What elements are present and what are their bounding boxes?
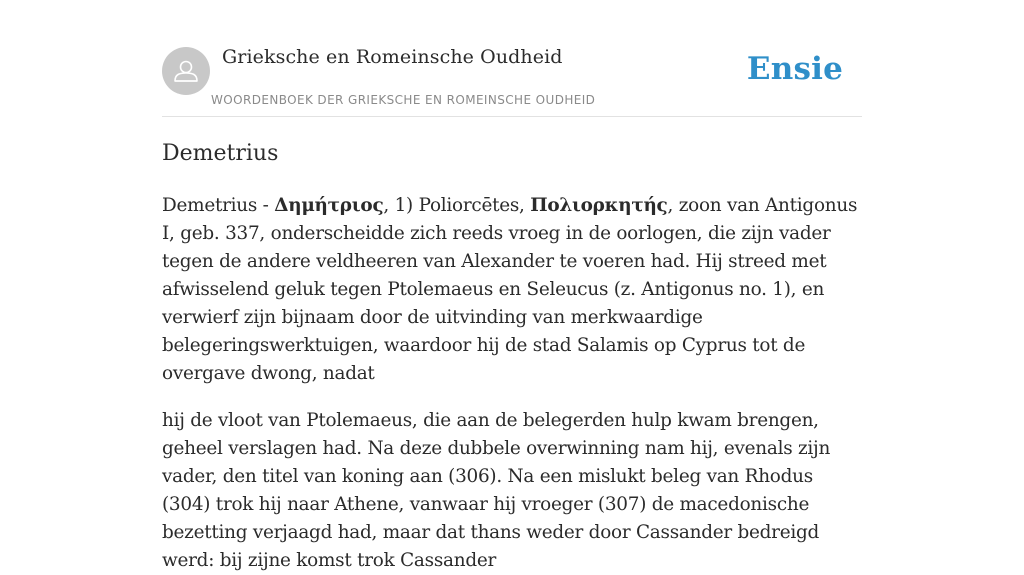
- paragraph-text: Demetrius -: [162, 195, 275, 216]
- greek-epithet: Πολιορκητής: [530, 195, 668, 216]
- paragraph-text: , 1) Poliorcētes,: [383, 195, 531, 216]
- article-paragraph-2: hij de vloot van Ptolemaeus, die aan de belegerden hulp kwam brengen, geheel verslagen had. Na deze dubbele overwinning nam hij, evenals zijn vader, den titel van koning aan (306). Na een mislukt beleg van Rhodus (304) trok hij naar Athene, vanwaar hij vroeger (307) de macedonische bezetting verjaagd had, maar dat thans weder door Cassander bedreigd werd: bij zijne komst trok Cassander: [162, 410, 831, 571]
- site-title[interactable]: Grieksche en Romeinsche Oudheid: [222, 46, 563, 68]
- greek-name: Δημήτριος: [274, 195, 384, 216]
- site-subtitle: WOORDENBOEK DER GRIEKSCHE EN ROMEINSCHE OUDHEID: [211, 93, 596, 107]
- user-silhouette-icon[interactable]: [162, 47, 210, 95]
- paragraph-text: , zoon van Antigonus I, geb. 337, onderscheidde zich reeds vroeg in de oorlogen, die zijn vader tegen de andere veldheeren van Alexander te voeren had. Hij streed met afwisselend geluk tegen Ptolemaeus en Seleucus (z. Antigonus no. 1), en verwierf zijn bijnaam door de uitvinding van merkwaardige belegeringswerktuigen, waardoor hij de stad Salamis op Cyprus tot de overgave dwong, nadat: [162, 195, 858, 384]
- article-paragraph-1: [162, 192, 864, 388]
- ensie-logo[interactable]: Ensie: [746, 51, 843, 87]
- article-title: Demetrius: [162, 141, 279, 166]
- site-header: [162, 46, 862, 117]
- article: [162, 136, 864, 575]
